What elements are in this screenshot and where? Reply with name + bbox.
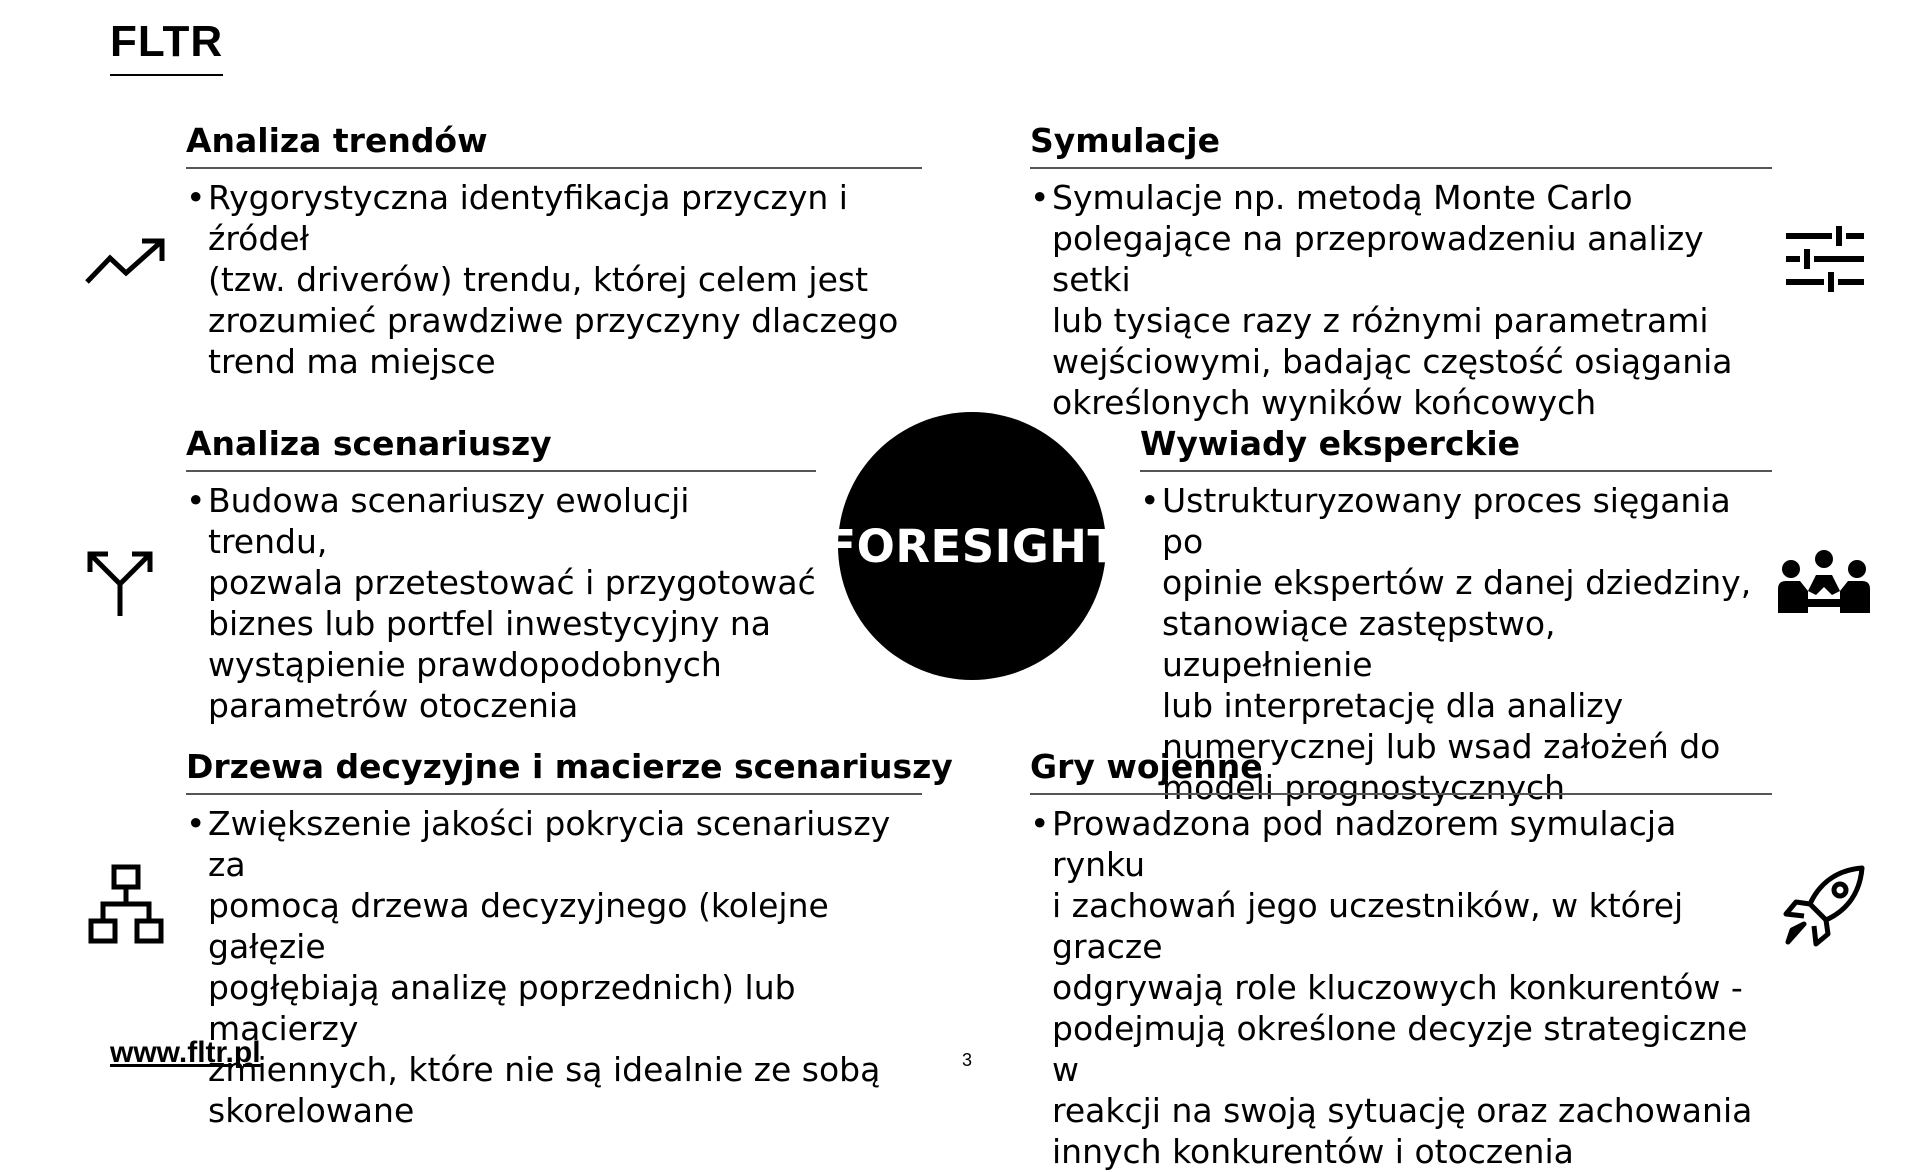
section-simulations [1030,118,1772,423]
trending-up-icon [84,234,168,288]
section-scenario-analysis [186,421,816,726]
bullet-text: Rygorystyczna identyfikacja przyczyn i źródeł (tzw. driverów) trendu, której celem jest zrozumieć prawdziwe przyczyny dlaczego trend ma miejsce [208,178,899,381]
bullet-dot: • [186,481,206,520]
bullet-item [1030,803,1772,1172]
section-decision-trees [186,744,953,1131]
section-war-games [1030,744,1772,1172]
bullet-text: Symulacje np. metodą Monte Carlo polegające na przeprowadzeniu analizy setki lub tysiące razy z różnymi parametrami wejściowymi, badając częstość osiągania określonych wyników końcowych [1052,178,1733,422]
page-number: 3 [962,1050,973,1070]
split-arrows-icon [84,546,156,618]
bullet-dot: • [1030,178,1050,217]
section-title: Symulacje [1030,118,1772,169]
bullet-dot: • [1030,804,1050,843]
footer-website-link[interactable]: www.fltr.pl [110,1036,261,1069]
bullet-item [186,480,816,726]
section-title: Wywiady eksperckie [1140,421,1772,472]
bullet-text: Ustrukturyzowany proces sięgania po opinie ekspertów z danej dziedziny, stanowiące zastępstwo, uzupełnienie lub interpretację dla analizy numerycznej lub wsad założeń do modeli prognostycznych [1162,481,1752,807]
sliders-icon [1784,222,1866,296]
section-title: Drzewa decyzyjne i macierze scenariuszy [186,744,922,795]
bullet-dot: • [186,804,206,843]
bullet-item [186,177,922,382]
people-group-icon [1778,549,1870,615]
brand-logo: FLTR [110,14,223,76]
bullet-dot: • [1140,481,1160,520]
foresight-label: FORESIGHT [825,519,1119,573]
foresight-circle [825,412,1119,680]
section-title: Analiza trendów [186,118,922,169]
section-trend-analysis [186,118,922,382]
bullet-item [186,803,922,1131]
bullet-text: Zwiększenie jakości pokrycia scenariuszy za pomocą drzewa decyzyjnego (kolejne gałęzie pogłębiają analizę poprzednich) lub macierzy zmiennych, które nie są idealnie ze sobą skorelowane [208,804,891,1130]
bullet-item [1030,177,1772,423]
bullet-text: Prowadzona pod nadzorem symulacja rynku i zachowań jego uczestników, w której gracze odgrywają role kluczowych konkurentów - podejmują określone decyzje strategiczne w reakcji na swoją sytuację oraz zachowania innych konkurentów i otoczenia [1052,804,1753,1171]
bullet-text: Budowa scenariuszy ewolucji trendu, pozwala przetestować i przygotować biznes lub portfel inwestycyjny na wystąpienie prawdopodobnych parametrów otoczenia [208,481,816,725]
hierarchy-icon [88,864,164,946]
rocket-icon [1782,862,1868,948]
bullet-dot: • [186,178,206,217]
section-title: Analiza scenariuszy [186,421,816,472]
section-title: Gry wojenne [1030,744,1772,795]
